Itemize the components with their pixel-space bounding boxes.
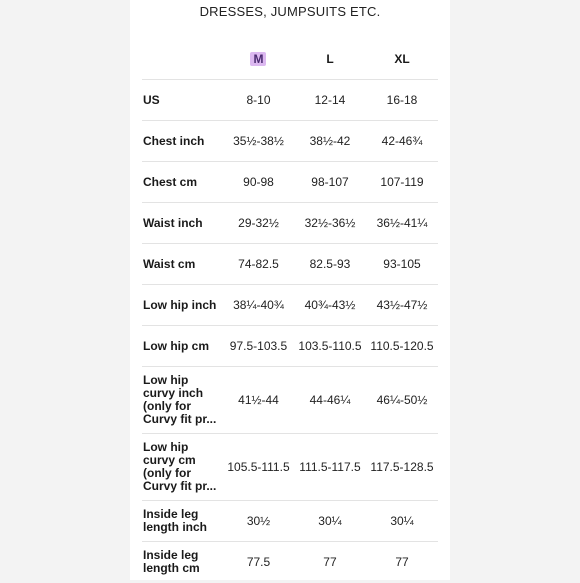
cell-l: 30¼ bbox=[294, 501, 366, 542]
size-table bbox=[142, 38, 438, 583]
cell-m: 105.5-111.5 bbox=[223, 434, 294, 501]
table-row bbox=[142, 434, 438, 501]
table-row bbox=[142, 542, 438, 583]
cell-xl: 16-18 bbox=[366, 80, 438, 121]
cell-l: 111.5-117.5 bbox=[294, 434, 366, 501]
cell-m: 90-98 bbox=[223, 162, 294, 203]
cell-l: 32½-36½ bbox=[294, 203, 366, 244]
cell-l: 82.5-93 bbox=[294, 244, 366, 285]
row-label: Waist cm bbox=[142, 244, 223, 285]
cell-m: 38¼-40¾ bbox=[223, 285, 294, 326]
cell-m: 29-32½ bbox=[223, 203, 294, 244]
cell-xl: 46¼-50½ bbox=[366, 367, 438, 434]
cell-l: 12-14 bbox=[294, 80, 366, 121]
cell-l: 40¾-43½ bbox=[294, 285, 366, 326]
cell-xl: 30¼ bbox=[366, 501, 438, 542]
cell-xl: 107-119 bbox=[366, 162, 438, 203]
cell-m: 97.5-103.5 bbox=[223, 326, 294, 367]
cell-xl: 43½-47½ bbox=[366, 285, 438, 326]
table-row bbox=[142, 285, 438, 326]
table-row bbox=[142, 162, 438, 203]
row-label: Chest cm bbox=[142, 162, 223, 203]
cell-xl: 117.5-128.5 bbox=[366, 434, 438, 501]
row-label: Inside leg length inch bbox=[142, 501, 223, 542]
table-row bbox=[142, 501, 438, 542]
table-row bbox=[142, 367, 438, 434]
chart-title: DRESSES, JUMPSUITS ETC. bbox=[199, 4, 381, 19]
cell-m: 30½ bbox=[223, 501, 294, 542]
row-label: Chest inch bbox=[142, 121, 223, 162]
row-label: Waist inch bbox=[142, 203, 223, 244]
column-header-xl[interactable]: XL bbox=[394, 51, 410, 66]
cell-m: 35½-38½ bbox=[223, 121, 294, 162]
cell-l: 103.5-110.5 bbox=[294, 326, 366, 367]
row-label: US bbox=[142, 80, 223, 121]
cell-xl: 110.5-120.5 bbox=[366, 326, 438, 367]
cell-m: 41½-44 bbox=[223, 367, 294, 434]
size-chart-card bbox=[130, 0, 450, 580]
table-row bbox=[142, 80, 438, 121]
table-row bbox=[142, 244, 438, 285]
column-header-m[interactable] bbox=[223, 38, 294, 80]
selected-size-badge: M bbox=[250, 52, 266, 66]
row-label: Inside leg length cm bbox=[142, 542, 223, 583]
cell-m: 77.5 bbox=[223, 542, 294, 583]
row-label: Low hip curvy cm (only for Curvy fit pr... bbox=[142, 434, 223, 501]
table-row bbox=[142, 121, 438, 162]
cell-xl: 93-105 bbox=[366, 244, 438, 285]
cell-xl: 77 bbox=[366, 542, 438, 583]
cell-m: 8-10 bbox=[223, 80, 294, 121]
cell-l: 98-107 bbox=[294, 162, 366, 203]
cell-l: 77 bbox=[294, 542, 366, 583]
row-label: Low hip cm bbox=[142, 326, 223, 367]
table-row bbox=[142, 326, 438, 367]
cell-xl: 42-46¾ bbox=[366, 121, 438, 162]
table-row bbox=[142, 203, 438, 244]
cell-l: 44-46¼ bbox=[294, 367, 366, 434]
header-row bbox=[142, 38, 438, 80]
cell-m: 74-82.5 bbox=[223, 244, 294, 285]
cell-l: 38½-42 bbox=[294, 121, 366, 162]
cell-xl: 36½-41¼ bbox=[366, 203, 438, 244]
row-label: Low hip inch bbox=[142, 285, 223, 326]
row-label: Low hip curvy inch (only for Curvy fit pr... bbox=[142, 367, 223, 434]
header-corner bbox=[142, 38, 223, 80]
column-header-l[interactable]: L bbox=[326, 51, 334, 66]
